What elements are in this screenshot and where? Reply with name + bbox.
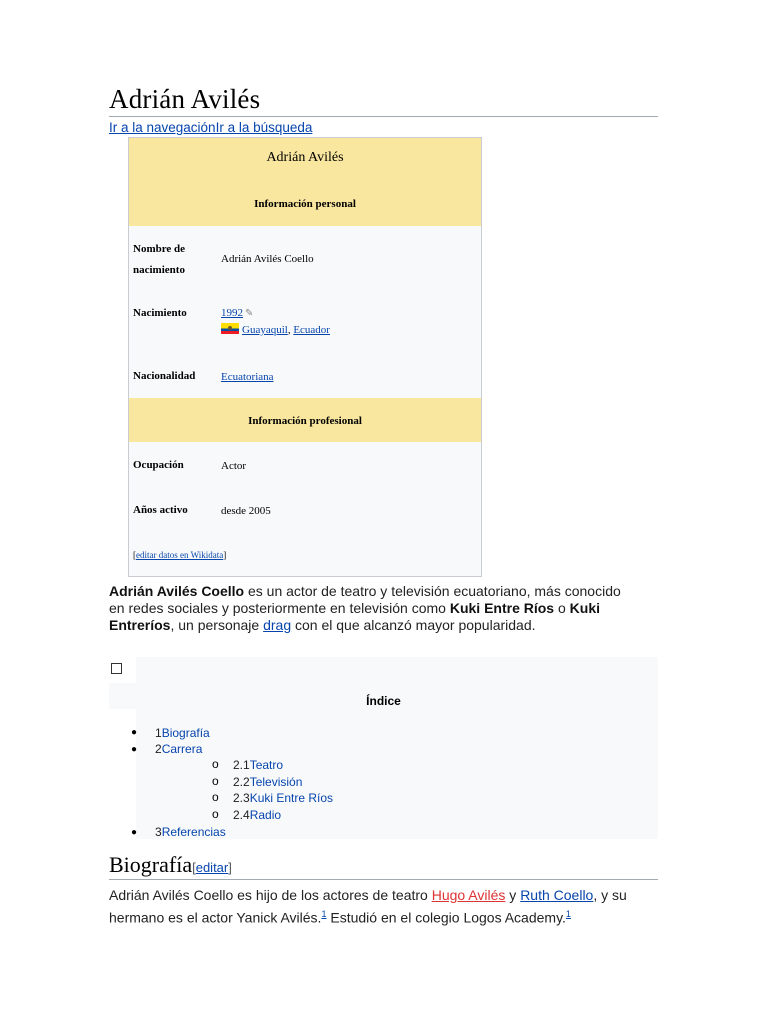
infobox-header xyxy=(129,138,481,226)
toc-num: 2.1 xyxy=(233,758,250,772)
toc-item-kuki-entre-rios[interactable] xyxy=(233,790,333,806)
page-title: Adrián Avilés xyxy=(109,84,261,114)
ecuador-flag-icon xyxy=(221,323,239,334)
birth-year-link[interactable]: 1992 xyxy=(221,307,243,319)
bio-text-2: y xyxy=(505,887,521,903)
infobox-section-professional: Información profesional xyxy=(248,415,362,427)
bio-text-4: Estudió en el colegio Logos Academy. xyxy=(326,909,566,926)
nationality-value xyxy=(221,369,274,385)
toc-num: 2.2 xyxy=(233,775,250,789)
birth-city-link[interactable]: Guayaquil xyxy=(242,324,288,336)
toc-item-referencias[interactable] xyxy=(155,824,226,840)
toc-num: 1 xyxy=(155,726,162,740)
section-heading-biografia xyxy=(109,852,232,878)
toc-label: Kuki Entre Ríos xyxy=(249,791,334,805)
section-heading-text: Biografía xyxy=(109,852,193,877)
birth-label: Nacimiento xyxy=(133,307,187,319)
infobox xyxy=(128,137,482,577)
toc-label: Carrera xyxy=(161,742,203,756)
toc-label: Teatro xyxy=(249,758,284,772)
toc-label: Biografía xyxy=(161,726,210,740)
lead-text-4: con el que alcanzó mayor popularidad. xyxy=(291,617,536,633)
toc-item-biografia[interactable] xyxy=(155,725,210,741)
reference-link[interactable]: 1 xyxy=(565,909,571,919)
lead-alias-1: Kuki Entre Ríos xyxy=(449,600,555,616)
toc-item-television[interactable] xyxy=(233,774,302,790)
toc-item-teatro[interactable] xyxy=(233,757,283,773)
hugo-aviles-link[interactable]: Hugo Avilés xyxy=(431,887,506,903)
birth-separator: , xyxy=(287,324,294,336)
section-divider xyxy=(109,879,658,880)
circle-bullet-icon: o xyxy=(212,807,219,821)
infobox-title: Adrián Avilés xyxy=(266,150,344,165)
lead-text-2: o xyxy=(554,600,570,616)
toc-label: Referencias xyxy=(161,825,226,839)
toc-toggle-checkbox[interactable] xyxy=(111,663,122,674)
lead-paragraph xyxy=(109,583,639,634)
jump-links[interactable]: Ir a la navegaciónIr a la búsqueda xyxy=(109,120,313,135)
lead-text-1: es un actor de teatro y televisión ecuatoriano, más conocido en redes sociales y posteriormente en televisión como xyxy=(109,583,621,616)
lead-text-3: , un personaje xyxy=(170,617,264,633)
toc-num: 2.3 xyxy=(233,791,250,805)
circle-bullet-icon: o xyxy=(212,774,219,788)
section-edit xyxy=(192,860,232,875)
toc-label: Radio xyxy=(249,808,282,822)
bio-text-1: Adrián Avilés Coello es hijo de los actores de teatro xyxy=(109,887,432,903)
birth-name-value: Adrián Avilés Coello xyxy=(221,253,314,265)
occupation-label: Ocupación xyxy=(133,459,184,471)
nationality-label: Nacionalidad xyxy=(133,370,196,382)
biografia-paragraph xyxy=(109,886,664,928)
edit-open: [ xyxy=(192,860,196,875)
circle-bullet-icon: o xyxy=(212,757,219,771)
table-of-contents xyxy=(109,657,658,839)
years-active-label: Años activo xyxy=(133,504,188,516)
birth-name-label: Nombre de nacimiento xyxy=(133,243,186,276)
bio-text-3: , y su hermano es el actor Yanick Avilés. xyxy=(109,887,627,926)
infobox-section-professional-header xyxy=(129,398,481,442)
occupation-value: Actor xyxy=(221,460,247,472)
edit-close: ] xyxy=(228,860,232,875)
birth-value xyxy=(221,305,330,338)
footer-close: ] xyxy=(223,550,227,560)
title-divider xyxy=(109,116,658,117)
toc-title: Índice xyxy=(366,694,401,708)
birth-country-link[interactable]: Ecuador xyxy=(293,324,330,336)
edit-wikidata-link[interactable]: editar datos en Wikidata xyxy=(136,550,224,560)
lead-name: Adrián Avilés Coello xyxy=(109,583,245,599)
toc-item-carrera[interactable] xyxy=(155,741,202,757)
toc-num: 2.4 xyxy=(233,808,250,822)
toc-num: 2 xyxy=(155,742,162,756)
toc-label: Televisión xyxy=(249,775,303,789)
drag-link[interactable]: drag xyxy=(263,617,292,633)
infobox-footer xyxy=(133,550,226,560)
bullet-icon: ● xyxy=(131,727,138,738)
pencil-icon[interactable]: ✎ xyxy=(245,308,254,319)
edit-section-link[interactable]: editar xyxy=(195,860,229,875)
ruth-coello-link[interactable]: Ruth Coello xyxy=(520,887,594,903)
years-active-value: desde 2005 xyxy=(221,505,271,517)
reference-link[interactable]: 1 xyxy=(321,909,327,919)
lead-alias-2: Kuki Entreríos xyxy=(109,600,601,633)
bullet-icon: ● xyxy=(131,827,138,838)
toc-item-radio[interactable] xyxy=(233,807,281,823)
toc-num: 3 xyxy=(155,825,162,839)
bullet-icon: ● xyxy=(131,744,138,755)
nationality-link[interactable]: Ecuatoriana xyxy=(221,371,274,383)
infobox-section-personal: Información personal xyxy=(254,198,356,210)
footer-open: [ xyxy=(133,550,136,560)
circle-bullet-icon: o xyxy=(212,790,219,804)
